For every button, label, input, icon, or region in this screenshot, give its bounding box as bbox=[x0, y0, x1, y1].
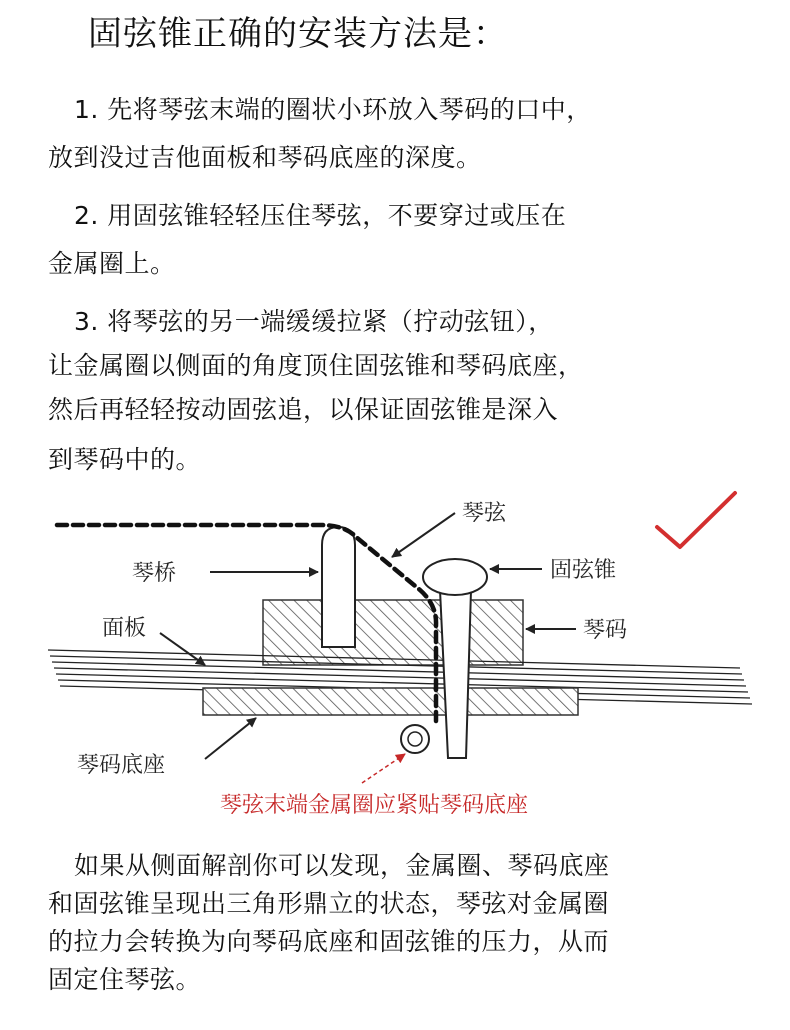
bridge-pin-diagram bbox=[0, 485, 790, 835]
top-arrow bbox=[160, 633, 205, 665]
saddle-label: 琴桥 bbox=[132, 561, 177, 586]
bridge-plate bbox=[203, 688, 578, 715]
step-3-line: 让金属圈以侧面的角度顶住固弦锥和琴码底座， bbox=[48, 351, 584, 380]
string-label: 琴弦 bbox=[462, 501, 507, 526]
plate-arrow bbox=[205, 718, 256, 759]
bridge-pin bbox=[440, 590, 471, 758]
step-1-line: 1. 先将琴弦末端的圈状小环放入琴码的口中， bbox=[74, 95, 592, 124]
check-mark-icon bbox=[657, 493, 735, 547]
bridge-plate-label: 琴码底座 bbox=[77, 753, 166, 778]
saddle bbox=[322, 527, 355, 647]
bridge-label: 琴码 bbox=[583, 618, 628, 643]
conclusion-line: 如果从侧面解剖你可以发现，金属圈、琴码底座 bbox=[74, 851, 610, 880]
step-3-line: 然后再轻轻按动固弦追，以保证固弦锥是深入 bbox=[48, 395, 559, 424]
step-3-line: 到琴码中的。 bbox=[48, 445, 202, 474]
conclusion bbox=[48, 847, 758, 999]
ball-end-note: 琴弦末端金属圈应紧贴琴码底座 bbox=[220, 793, 529, 818]
conclusion-line: 和固弦锥呈现出三角形鼎立的状态，琴弦对金属圈 bbox=[48, 889, 610, 918]
top-label: 面板 bbox=[102, 616, 147, 641]
page-title: 固弦锥正确的安装方法是： bbox=[88, 14, 508, 54]
step-2-line: 金属圈上。 bbox=[48, 249, 176, 278]
step-1-line: 放到没过吉他面板和琴码底座的深度。 bbox=[48, 143, 482, 172]
step-1 bbox=[48, 86, 758, 182]
bridge-pin-head bbox=[423, 559, 487, 595]
step-2-line: 2. 用固弦锥轻轻压住琴弦，不要穿过或压在 bbox=[74, 201, 567, 230]
bridge-pin-label: 固弦锥 bbox=[550, 558, 617, 583]
conclusion-line: 的拉力会转换为向琴码底座和固弦锥的压力，从而 bbox=[48, 927, 610, 956]
bridge-block bbox=[263, 600, 523, 665]
ball-end-inner bbox=[408, 732, 422, 746]
conclusion-line: 固定住琴弦。 bbox=[48, 965, 202, 994]
step-3-line: 3. 将琴弦的另一端缓缓拉紧（拧动弦钮）， bbox=[74, 307, 554, 336]
ball-end-arrow bbox=[362, 754, 405, 783]
step-2 bbox=[48, 192, 758, 288]
string-arrow bbox=[392, 513, 455, 557]
step-3 bbox=[48, 300, 758, 482]
